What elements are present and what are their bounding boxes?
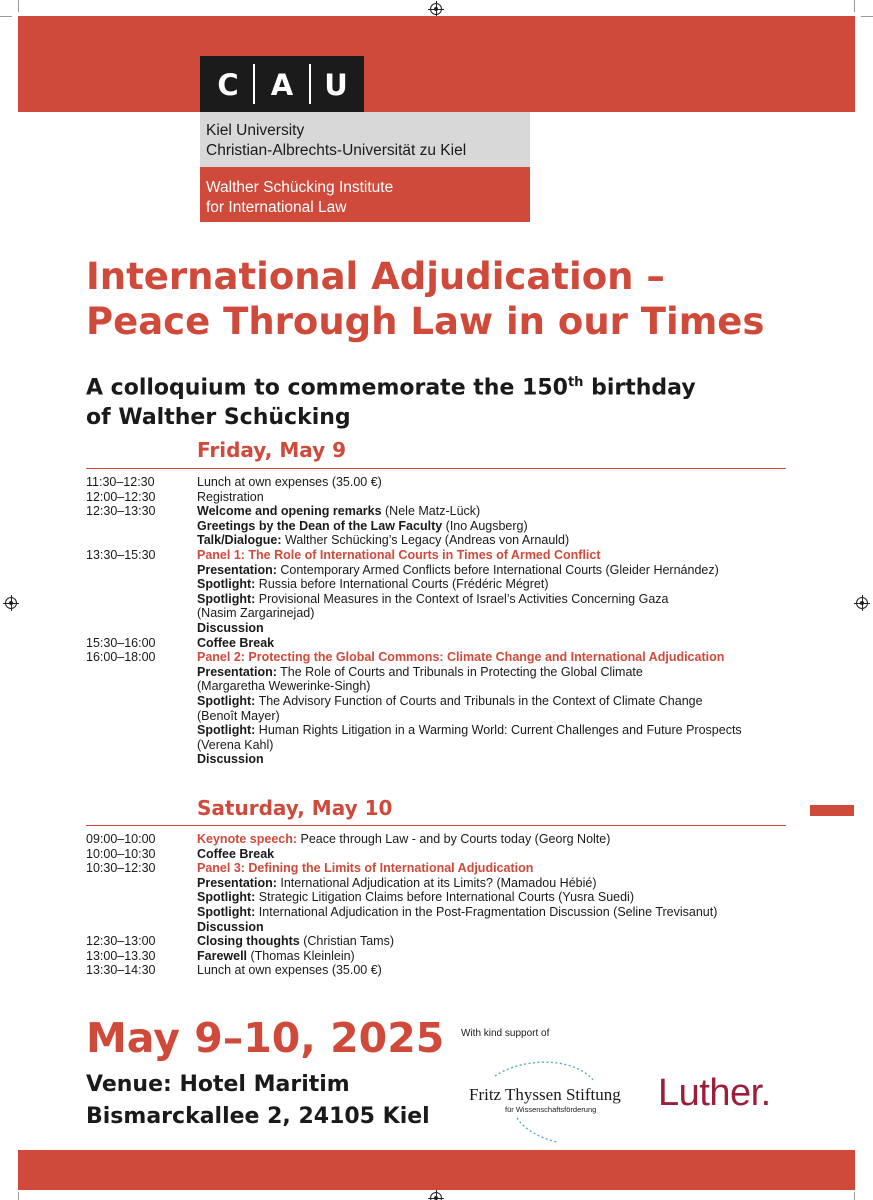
- day1-schedule: [86, 475, 787, 767]
- schedule-time: 12:30–13:30: [86, 504, 156, 519]
- schedule-description: [197, 949, 787, 964]
- session-text: Peace through Law - and by Courts today (Georg Nolte): [297, 832, 611, 846]
- schedule-description: [197, 548, 787, 636]
- session-text: (Verena Kahl): [197, 737, 274, 752]
- venue-name: Venue: Hotel Maritim: [86, 1072, 350, 1097]
- schedule-row: [86, 636, 787, 651]
- schedule-description: [197, 832, 787, 847]
- event-subtitle-line2: of Walther Schücking: [86, 405, 351, 431]
- university-name-de: Christian-Albrechts-Universität zu Kiel: [206, 142, 467, 159]
- university-name-en: Kiel University: [206, 122, 305, 139]
- support-label: With kind support of: [461, 1028, 550, 1039]
- schedule-line: [197, 949, 787, 964]
- cau-logo-divider: [253, 64, 255, 104]
- session-label: Spotlight:: [197, 723, 256, 738]
- schedule-row: [86, 475, 787, 490]
- schedule-line: [197, 548, 787, 563]
- event-title-line1: International Adjudication –: [86, 255, 665, 298]
- session-text: (Ino Augsberg): [442, 518, 528, 533]
- schedule-time: 13:30–15:30: [86, 547, 156, 562]
- event-dates: May 9–10, 2025: [86, 1014, 445, 1062]
- fritz-thyssen-subtitle: für Wissenschaftsförderung: [505, 1105, 597, 1114]
- schedule-time: 13:00–13.30: [86, 948, 156, 963]
- schedule-description: [197, 504, 787, 548]
- fritz-thyssen-name: Fritz Thyssen Stiftung: [469, 1085, 621, 1104]
- top-red-band: [18, 16, 855, 112]
- schedule-line: [197, 723, 787, 738]
- schedule-line: [197, 577, 787, 592]
- cau-logo-letter-a: A: [270, 68, 294, 102]
- session-label: Closing thoughts: [197, 934, 300, 949]
- session-text: (Nasim Zargarinejad): [197, 606, 315, 621]
- schedule-line: [197, 533, 787, 548]
- session-text: (Christian Tams): [299, 934, 394, 949]
- session-text: The Role of Courts and Tribunals in Protecting the Global Climate: [276, 664, 643, 679]
- schedule-line: [197, 752, 787, 767]
- university-name-block: [200, 112, 530, 167]
- session-text: Registration: [197, 489, 264, 504]
- session-text: Strategic Litigation Claims before International Courts (Yusra Suedi): [255, 890, 634, 905]
- schedule-row: [86, 949, 787, 964]
- schedule-description: [197, 636, 787, 651]
- institute-name-line1: Walther Schücking Institute: [206, 179, 394, 196]
- institute-name-block: [200, 167, 530, 222]
- schedule-row: [86, 504, 787, 548]
- schedule-line: [197, 621, 787, 636]
- session-text: The Advisory Function of Courts and Tribunals in the Context of Climate Change: [255, 693, 703, 708]
- schedule-description: [197, 650, 787, 767]
- schedule-time: 11:30–12:30: [86, 475, 155, 489]
- event-subtitle-line1: A colloquium to commemorate the 150th birthday: [86, 375, 696, 401]
- schedule-time: 12:30–13:00: [86, 934, 156, 949]
- schedule-description: [197, 490, 787, 505]
- institute-name-line2: for International Law: [206, 199, 347, 216]
- schedule-time: 09:00–10:00: [86, 832, 156, 846]
- schedule-row: [86, 861, 787, 934]
- schedule-line: [197, 679, 787, 694]
- session-label: Presentation:: [197, 562, 277, 577]
- session-text: Lunch at own expenses (35.00 €): [197, 475, 382, 489]
- session-label: Discussion: [197, 752, 264, 767]
- schedule-line: [197, 890, 787, 905]
- venue: [86, 1069, 430, 1133]
- session-text: Provisional Measures in the Context of Israel’s Activities Concerning Gaza: [255, 591, 669, 606]
- session-label: Welcome and opening remarks: [197, 504, 382, 519]
- schedule-time: 12:00–12:30: [86, 489, 156, 504]
- venue-address: Bismarckallee 2, 24105 Kiel: [86, 1104, 430, 1129]
- session-label: Greetings by the Dean of the Law Faculty: [197, 518, 443, 533]
- schedule-line: [197, 490, 787, 505]
- schedule-row: [86, 548, 787, 636]
- schedule-line: [197, 592, 787, 607]
- crop-mark: [854, 1192, 855, 1200]
- schedule-row: [86, 934, 787, 949]
- day2-schedule: [86, 832, 787, 978]
- session-highlight: Panel 3: Defining the Limits of International Adjudication: [197, 861, 534, 876]
- event-title-line2: Peace Through Law in our Times: [86, 300, 765, 343]
- day2-heading: Saturday, May 10: [197, 796, 393, 820]
- event-title: [86, 254, 764, 344]
- schedule-line: [197, 905, 787, 920]
- schedule-line: [197, 709, 787, 724]
- session-text: Human Rights Litigation in a Warming World: Current Challenges and Future Prospects: [255, 723, 742, 738]
- crop-mark: [0, 16, 12, 17]
- session-label: Coffee Break: [197, 635, 275, 650]
- session-highlight: Keynote speech:: [197, 832, 298, 846]
- session-label: Discussion: [197, 620, 264, 635]
- session-label: Spotlight:: [197, 577, 256, 592]
- schedule-time: 10:30–12:30: [86, 861, 156, 876]
- schedule-time: 15:30–16:00: [86, 635, 156, 650]
- session-label: Coffee Break: [197, 846, 275, 861]
- schedule-line: [197, 665, 787, 680]
- schedule-line: [197, 738, 787, 753]
- session-label: Presentation:: [197, 664, 277, 679]
- session-text: Lunch at own expenses (35.00 €): [197, 963, 382, 978]
- session-text: Russia before International Courts (Frédéric Mégret): [255, 577, 549, 592]
- crop-mark: [18, 1192, 19, 1200]
- day1-heading: Friday, May 9: [197, 438, 347, 462]
- luther-logo: Luther.: [658, 1072, 771, 1114]
- schedule-line: [197, 861, 787, 876]
- crop-mark: [861, 16, 873, 17]
- session-label: Discussion: [197, 919, 264, 934]
- session-highlight: Panel 1: The Role of International Courts in Times of Armed Conflict: [197, 547, 601, 562]
- cau-logo-divider: [309, 64, 311, 104]
- schedule-description: [197, 934, 787, 949]
- schedule-description: [197, 847, 787, 862]
- session-label: Talk/Dialogue:: [197, 533, 282, 548]
- bottom-red-band: [18, 1150, 855, 1190]
- session-label: Spotlight:: [197, 890, 256, 905]
- registration-mark-icon: [5, 597, 17, 609]
- session-text: Contemporary Armed Conflicts before International Courts (Gleider Hernández): [276, 562, 719, 577]
- registration-mark-icon: [856, 597, 868, 609]
- schedule-line: [197, 876, 787, 891]
- event-subtitle: [86, 368, 696, 433]
- schedule-time: 13:30–14:30: [86, 963, 156, 978]
- session-text: (Benoît Mayer): [197, 708, 280, 723]
- session-label: Presentation:: [197, 875, 277, 890]
- schedule-row: [86, 832, 787, 847]
- cau-logo-letter-u: U: [324, 68, 348, 102]
- session-text: International Adjudication at its Limits? (Mamadou Hébié): [276, 875, 597, 890]
- schedule-description: [197, 861, 787, 934]
- day1-divider: [86, 468, 786, 469]
- session-label: Spotlight:: [197, 693, 256, 708]
- schedule-row: [86, 490, 787, 505]
- schedule-line: [197, 694, 787, 709]
- registration-mark-icon: [430, 3, 442, 15]
- crop-mark: [854, 0, 855, 12]
- schedule-line: [197, 504, 787, 519]
- session-text: International Adjudication in the Post-Fragmentation Discussion (Seline Trevisanut): [255, 904, 718, 919]
- session-text: Walther Schücking’s Legacy (Andreas von Arnauld): [281, 533, 570, 548]
- session-label: Farewell: [197, 948, 248, 963]
- schedule-description: [197, 475, 787, 490]
- schedule-line: [197, 606, 787, 621]
- schedule-description: [197, 963, 787, 978]
- session-text: (Margaretha Wewerinke-Singh): [197, 679, 371, 694]
- registration-mark-icon: [430, 1192, 442, 1200]
- cau-logo-letter-c: C: [217, 68, 239, 102]
- crop-mark: [18, 0, 19, 12]
- schedule-row: [86, 650, 787, 767]
- day2-divider: [86, 825, 786, 826]
- session-label: Spotlight:: [197, 591, 256, 606]
- cau-logo-letters: [200, 56, 364, 112]
- session-highlight: Panel 2: Protecting the Global Commons: Climate Change and International Adjudication: [197, 650, 725, 665]
- schedule-line: [197, 920, 787, 935]
- session-text: (Thomas Kleinlein): [247, 948, 355, 963]
- schedule-line: [197, 847, 787, 862]
- session-label: Spotlight:: [197, 904, 256, 919]
- schedule-line: [197, 963, 787, 978]
- session-text: (Nele Matz-Lück): [381, 504, 481, 519]
- schedule-line: [197, 563, 787, 578]
- schedule-line: [197, 475, 787, 490]
- schedule-line: [197, 832, 787, 847]
- schedule-time: 10:00–10:30: [86, 846, 156, 861]
- schedule-row: [86, 847, 787, 862]
- schedule-line: [197, 636, 787, 651]
- schedule-line: [197, 934, 787, 949]
- fritz-thyssen-logo: [465, 1058, 645, 1144]
- schedule-time: 16:00–18:00: [86, 650, 156, 665]
- schedule-row: [86, 963, 787, 978]
- side-red-marker: [810, 805, 854, 816]
- cau-logo: [200, 56, 364, 112]
- schedule-line: [197, 650, 787, 665]
- schedule-line: [197, 519, 787, 534]
